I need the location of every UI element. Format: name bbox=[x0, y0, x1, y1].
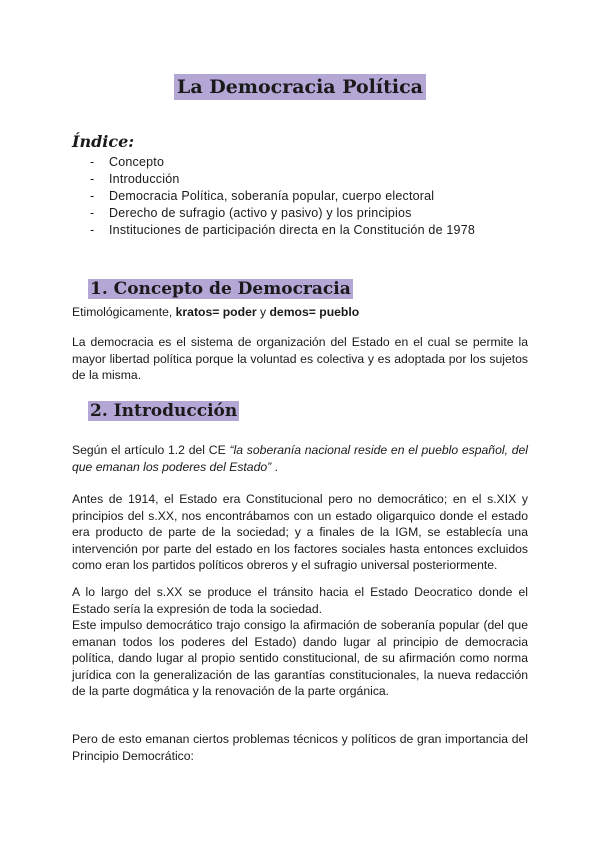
constitution-quote-paragraph bbox=[72, 442, 528, 475]
document-title: La Democracia Política bbox=[174, 74, 426, 100]
quote-suffix: . bbox=[271, 459, 278, 474]
etymology-prefix: Etimológicamente, bbox=[72, 305, 176, 319]
index-item-derecho-sufragio: - Derecho de sufragio (activo y pasivo) y los principios bbox=[90, 205, 475, 222]
index-item-concepto: - Concepto bbox=[90, 154, 475, 171]
democracy-definition: La democracia es el sistema de organización del Estado en el cual se permite la mayor libertad política porque la voluntad es colectiva y es adoptada por los sujetos de la misma. bbox=[72, 335, 528, 382]
problems-paragraph: Pero de esto emanan ciertos problemas técnicos y políticos de gran importancia del Principio Democrático: bbox=[72, 732, 528, 763]
index-heading: Índice: bbox=[72, 132, 135, 151]
index-item-instituciones: - Instituciones de participación directa en la Constitución de 1978 bbox=[90, 222, 475, 239]
etymology-kratos: kratos= poder bbox=[175, 305, 257, 319]
section-2-heading-text: 2. Introducción bbox=[90, 401, 238, 421]
etymology-line bbox=[72, 304, 528, 321]
section-1-heading bbox=[88, 277, 353, 301]
transition-paragraph-a: A lo largo del s.XX se produce el tránsito hacia el Estado Deocratico donde el Estado sería la expresión de toda la sociedad. bbox=[72, 585, 528, 616]
index-item-democracia-politica: - Democracia Política, soberanía popular, cuerpo electoral bbox=[90, 188, 475, 205]
quote-prefix: Según el artículo 1.2 del CE bbox=[72, 443, 230, 457]
transition-paragraph-b: Este impulso democrático trajo consigo la afirmación de soberanía popular (del que emanan todos los poderes del Estado) dando lugar al principio de democracia política, dando lugar al propio sentido constitucional, de su afirmación como norma jurídica con la generalización de las garantías constitucionales, la nueva redacción de la parte dogmática y la renovación de la parte orgánica. bbox=[72, 618, 528, 698]
section-1-heading-text: 1. Concepto de Democracia bbox=[90, 279, 351, 299]
section-2-heading bbox=[88, 399, 239, 423]
etymology-demos: demos= pueblo bbox=[269, 305, 360, 319]
index-item-introduccion: - Introducción bbox=[90, 171, 475, 188]
title-block bbox=[0, 74, 600, 100]
history-paragraph: Antes de 1914, el Estado era Constitucional pero no democrático; en el s.XIX y principios del s.XX, nos encontrábamos con un estado oligarquico donde el estado era producto de parte de la sociedad; y a finales de la IGM, se establecía una intervención por parte del estado en los factores sociales hasta entonces excluidos como eran los partidos políticos obreros y el sufragio universal posteriormente. bbox=[72, 492, 528, 572]
constitution-quote: “la soberanía nacional reside en el pueblo español, del que emanan los poderes del Estado” bbox=[72, 443, 528, 474]
etymology-conj: y bbox=[256, 305, 270, 319]
index-list bbox=[90, 154, 475, 239]
